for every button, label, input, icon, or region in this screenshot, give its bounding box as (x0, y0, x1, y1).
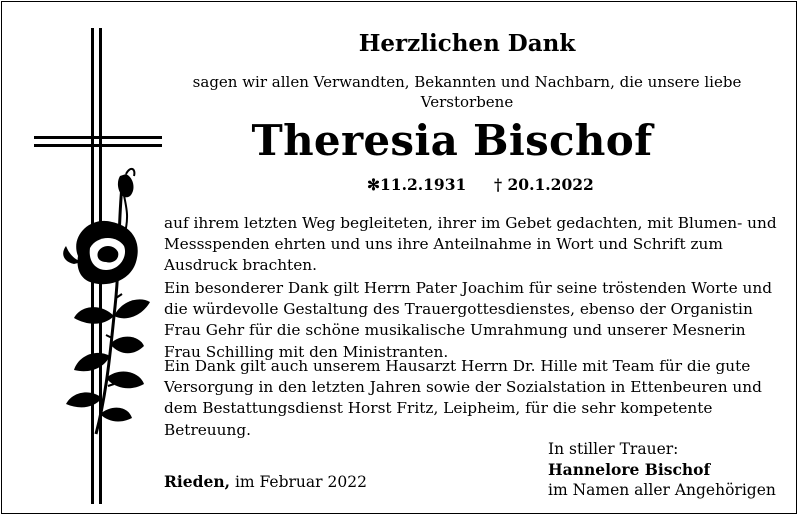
death-date (494, 175, 594, 194)
paragraph-thanks: auf ihrem letzten Weg begleiteten, ihrer im Gebet gedachten, mit Blumen- und Messspenden ehrten und uns ihre Anteilnahme in Wort und Schrift zum Ausdruck brachten. (164, 214, 777, 275)
intro-line-1: sagen wir allen Verwandten, Bekannten und Nachbarn, die unsere liebe (192, 73, 742, 91)
death-symbol: † (494, 175, 503, 194)
mourner-note: im Namen aller Angehörigen (548, 481, 776, 499)
date: im Februar 2022 (234, 473, 367, 491)
birth-symbol: ✻ (367, 175, 380, 194)
intro-line-2: Verstorbene (420, 93, 514, 111)
obituary-card (1, 1, 797, 514)
heading: Herzlichen Dank (358, 30, 576, 57)
place: Rieden, (164, 472, 230, 491)
death-date-value: 20.1.2022 (507, 175, 594, 194)
mourners-block (548, 439, 776, 501)
paragraph-doctor-thanks: Ein Dank gilt auch unserem Hausarzt Herrn Dr. Hille mit Team für die gute Versorgung in den letzten Jahren sowie der Sozialstation in Ettenbeuren und dem Bestattungsdienst Horst Fritz, Leipheim, für die sehr kompetente Betreuung. (164, 357, 762, 439)
birth-date (367, 175, 466, 194)
deceased-name: Theresia Bischof (251, 116, 653, 165)
birth-date-value: 11.2.1931 (380, 175, 467, 194)
mourning-intro: In stiller Trauer: (548, 440, 679, 458)
place-date (164, 472, 367, 491)
paragraph-special-thanks: Ein besonderer Dank gilt Herrn Pater Joachim für seine tröstenden Worte und die würdevolle Gestaltung des Trauergottesdienstes, ebenso der Organistin Frau Gehr für die schöne musikalische Umrahmung und unserer Mesnerin Frau Schilling mit den Ministranten. (164, 279, 772, 361)
intro-text (2, 72, 800, 112)
mourner-name: Hannelore Bischof (548, 459, 711, 479)
